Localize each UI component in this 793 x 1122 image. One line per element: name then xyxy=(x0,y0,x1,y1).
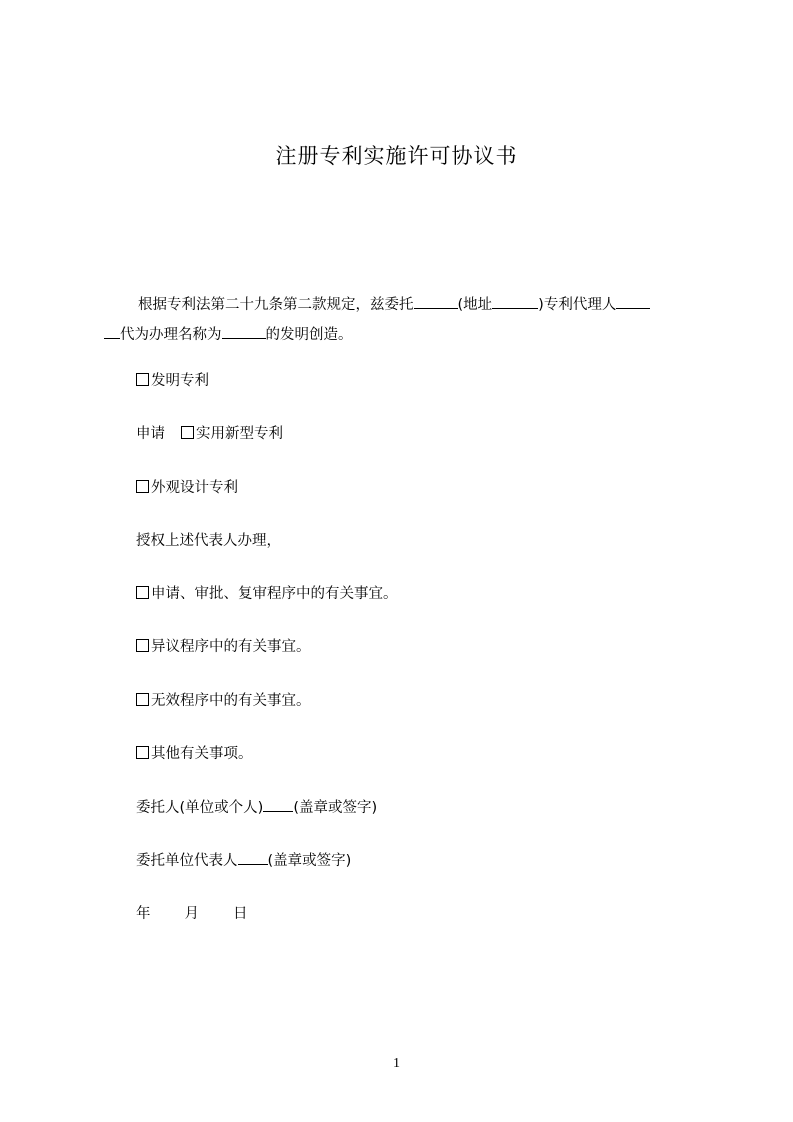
representative-signature-blank xyxy=(238,850,268,865)
invention-name-blank xyxy=(222,324,266,339)
matter-row xyxy=(136,744,253,764)
date-row xyxy=(136,904,248,924)
apply-label: 申请 xyxy=(136,426,165,442)
agency-name-blank xyxy=(414,294,458,309)
agent-name-blank-part1 xyxy=(616,294,650,309)
matter-row xyxy=(136,584,398,604)
utility-model-label: 实用新型专利 xyxy=(196,426,283,442)
intro-text-4: 代为办理名称为 xyxy=(120,327,222,343)
invention-label: 发明专利 xyxy=(151,373,209,389)
principal-label: 委托人(单位或个人) xyxy=(136,800,264,816)
intro-text-5: 的发明创造。 xyxy=(265,327,353,343)
principal-signature-blank xyxy=(263,797,293,812)
representative-signature-row xyxy=(136,850,351,871)
utility-model-checkbox[interactable] xyxy=(181,426,194,439)
matter-checkbox[interactable] xyxy=(136,586,149,599)
representative-label: 委托单位代表人 xyxy=(136,853,238,869)
date-month: 月 xyxy=(184,906,199,922)
matter-label: 异议程序中的有关事宜。 xyxy=(151,639,311,655)
matter-checkbox[interactable] xyxy=(136,746,149,759)
matter-label: 其他有关事项。 xyxy=(151,746,253,762)
date-year: 年 xyxy=(136,906,151,922)
matter-label: 申请、审批、复审程序中的有关事宜。 xyxy=(151,586,398,602)
representative-seal-note: (盖章或签字) xyxy=(267,853,352,869)
intro-text-2: (地址 xyxy=(457,297,493,313)
authorize-text: 授权上述代表人办理， xyxy=(136,533,281,549)
intro-text-1: 根据专利法第二十九条第二款规定，兹委托 xyxy=(138,297,414,313)
principal-signature-row xyxy=(136,797,377,818)
intro-text-3: )专利代理人 xyxy=(538,297,617,313)
design-label: 外观设计专利 xyxy=(151,480,238,496)
matter-row xyxy=(136,637,311,657)
invention-checkbox[interactable] xyxy=(136,373,149,386)
document-title: 注册专利实施许可协议书 xyxy=(275,144,518,168)
agent-name-blank-part2 xyxy=(104,324,120,339)
matter-checkbox[interactable] xyxy=(136,693,149,706)
matter-label: 无效程序中的有关事宜。 xyxy=(151,693,311,709)
design-checkbox[interactable] xyxy=(136,480,149,493)
intro-paragraph xyxy=(104,290,704,350)
type-utility-row xyxy=(136,424,283,444)
principal-seal-note: (盖章或签字) xyxy=(293,800,378,816)
page-number: 1 xyxy=(393,1056,400,1071)
date-day: 日 xyxy=(233,906,248,922)
matter-row xyxy=(136,691,311,711)
matter-checkbox[interactable] xyxy=(136,639,149,652)
type-invention-row xyxy=(136,371,209,391)
type-design-row xyxy=(136,478,238,498)
address-blank xyxy=(492,294,538,309)
